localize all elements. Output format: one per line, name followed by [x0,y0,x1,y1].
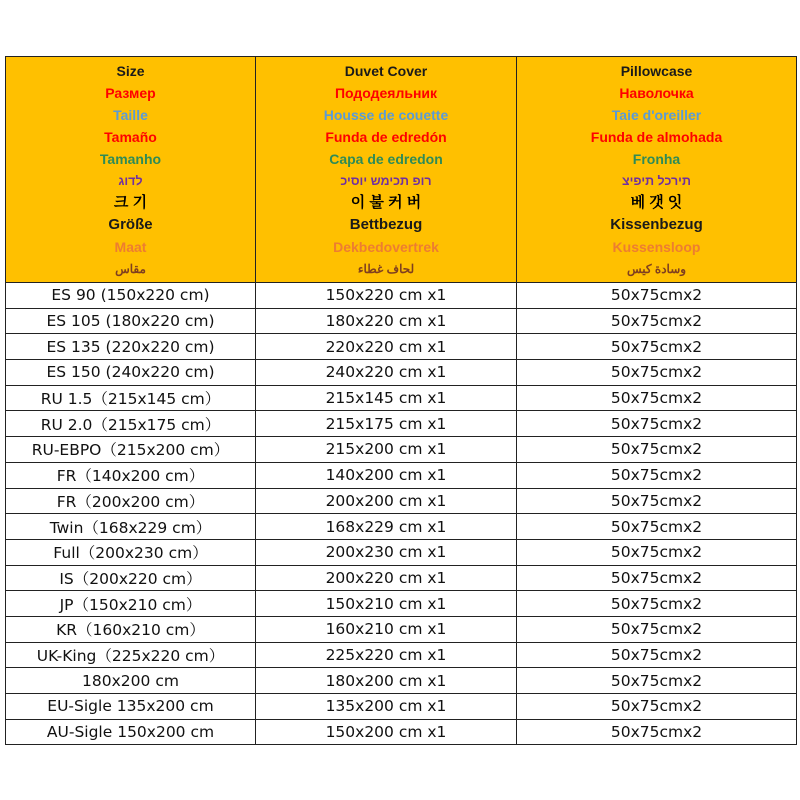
duvet-cover-cell: 225x220 cm x1 [256,642,517,668]
duvet-cover-cell: 180x200 cm x1 [256,668,517,694]
header-label-french: Taille [113,107,148,123]
pillowcase-cell: 50x75cmx2 [517,591,797,617]
header-label-spanish: Funda de almohada [590,129,723,145]
duvet-cover-cell: 180x220 cm x1 [256,308,517,334]
duvet-cover-cell: 150x210 cm x1 [256,591,517,617]
table-row [6,642,797,668]
size-cell: RU-EBPO（215x200 cm） [6,437,256,463]
pillowcase-cell: 50x75cmx2 [517,539,797,565]
header-label-english: Pillowcase [620,63,693,79]
header-label-dutch: Maat [114,239,147,255]
duvet-cover-cell: 220x220 cm x1 [256,334,517,360]
table-row [6,462,797,488]
pillowcase-cell: 50x75cmx2 [517,694,797,720]
size-cell: ES 135 (220x220 cm) [6,334,256,360]
header-label-portuguese: Fronha [632,151,681,167]
header-label-english: Duvet Cover [344,63,428,79]
header-label-russian: Пододеяльник [334,85,438,101]
size-cell: AU-Sigle 150x200 cm [6,719,256,745]
duvet-cover-cell: 200x220 cm x1 [256,565,517,591]
table-row [6,539,797,565]
header-label-german: Kissenbezug [610,216,703,233]
header-label-russian: Наволочка [619,85,694,101]
pillowcase-header-cell [517,57,797,283]
pillowcase-cell: 50x75cmx2 [517,437,797,463]
pillowcase-cell: 50x75cmx2 [517,514,797,540]
pillowcase-cell: 50x75cmx2 [517,283,797,309]
size-cell: FR（140x200 cm） [6,462,256,488]
duvet-cover-cell: 160x210 cm x1 [256,616,517,642]
size-cell: Full（200x230 cm） [6,539,256,565]
duvet-cover-cell: 240x220 cm x1 [256,360,517,386]
size-header-cell [6,57,256,283]
size-cell: ES 90 (150x220 cm) [6,283,256,309]
duvet-cover-cell: 215x200 cm x1 [256,437,517,463]
header-label-arabic: وسادة كيس [626,262,687,276]
table-row [6,437,797,463]
header-label-portuguese: Capa de edredon [329,151,443,167]
pillowcase-cell: 50x75cmx2 [517,462,797,488]
pillowcase-cell: 50x75cmx2 [517,411,797,437]
header-label-korean: 베 갯 잇 [630,194,683,211]
size-cell: RU 1.5（215x145 cm） [6,385,256,411]
header-label-portuguese: Tamanho [99,151,162,167]
header-label-german: Bettbezug [349,216,423,233]
table-row [6,488,797,514]
header-label-french: Taie d'oreiller [611,107,702,123]
table-row [6,694,797,720]
size-cell: RU 2.0（215x175 cm） [6,411,256,437]
pillowcase-cell: 50x75cmx2 [517,719,797,745]
size-rows [6,283,797,745]
header-label-russian: Размер [105,85,156,101]
header-label-hebrew: לדוג [118,174,143,188]
table-row [6,283,797,309]
duvet-cover-cell: 215x175 cm x1 [256,411,517,437]
duvet-cover-cell: 200x200 cm x1 [256,488,517,514]
table-row [6,411,797,437]
pillowcase-cell: 50x75cmx2 [517,360,797,386]
pillowcase-cell: 50x75cmx2 [517,668,797,694]
duvet-cover-cell: 150x220 cm x1 [256,283,517,309]
table-row [6,514,797,540]
size-cell: 180x200 cm [6,668,256,694]
header-label-hebrew: תירכל תיפיצ [622,174,691,188]
header-label-korean: 이 불 커 버 [350,194,422,211]
table-row [6,565,797,591]
header-label-spanish: Tamaño [104,129,157,145]
size-cell: EU-Sigle 135x200 cm [6,694,256,720]
pillowcase-cell: 50x75cmx2 [517,642,797,668]
table-row [6,334,797,360]
size-chart-table [5,56,797,745]
size-cell: JP（150x210 cm） [6,591,256,617]
header-label-dutch: Dekbedovertrek [333,239,439,255]
table-row [6,616,797,642]
pillowcase-cell: 50x75cmx2 [517,565,797,591]
size-cell: IS（200x220 cm） [6,565,256,591]
pillowcase-cell: 50x75cmx2 [517,308,797,334]
header-label-german: Größe [108,216,153,233]
duvet-cover-cell: 140x200 cm x1 [256,462,517,488]
header-label-spanish: Funda de edredón [325,129,447,145]
size-cell: Twin（168x229 cm） [6,514,256,540]
header-label-korean: 크 기 [113,194,148,211]
pillowcase-cell: 50x75cmx2 [517,385,797,411]
table-row [6,360,797,386]
table-row [6,591,797,617]
duvet-cover-cell: 215x145 cm x1 [256,385,517,411]
header-label-dutch: Kussensloop [612,239,701,255]
header-row [6,57,797,283]
pillowcase-cell: 50x75cmx2 [517,334,797,360]
size-cell: UK-King（225x220 cm） [6,642,256,668]
table-row [6,308,797,334]
header-label-french: Housse de couette [323,107,449,123]
size-cell: ES 150 (240x220 cm) [6,360,256,386]
duvet-cover-header-cell [256,57,517,283]
duvet-cover-cell: 150x200 cm x1 [256,719,517,745]
duvet-cover-cell: 135x200 cm x1 [256,694,517,720]
header-label-hebrew: רופ תכימש יוסיכ [340,174,432,188]
duvet-cover-cell: 168x229 cm x1 [256,514,517,540]
header-label-arabic: مقاس [115,262,146,276]
header-label-english: Size [116,63,145,79]
size-cell: FR（200x200 cm） [6,488,256,514]
header-label-arabic: لحاف غطاء [357,262,415,276]
size-cell: ES 105 (180x220 cm) [6,308,256,334]
table-row [6,668,797,694]
table-row [6,385,797,411]
table-row [6,719,797,745]
pillowcase-cell: 50x75cmx2 [517,488,797,514]
pillowcase-cell: 50x75cmx2 [517,616,797,642]
size-cell: KR（160x210 cm） [6,616,256,642]
duvet-cover-cell: 200x230 cm x1 [256,539,517,565]
